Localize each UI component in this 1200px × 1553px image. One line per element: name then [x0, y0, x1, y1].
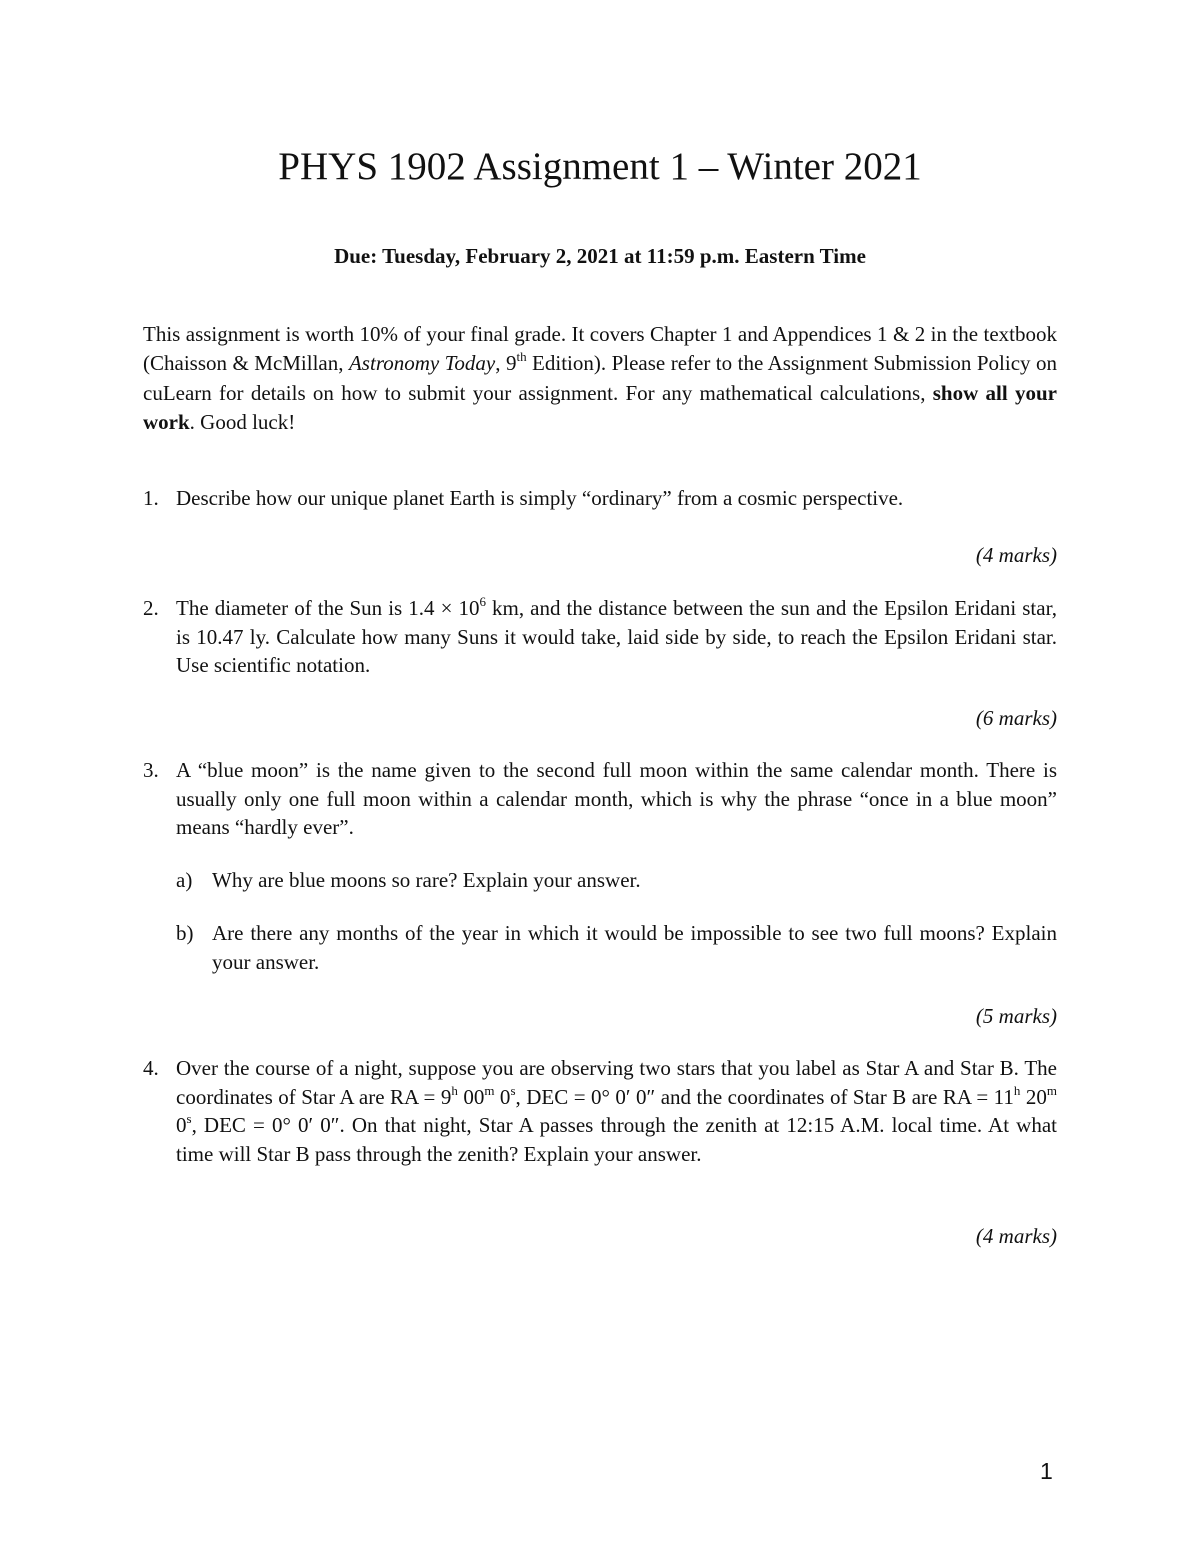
due-date: Due: Tuesday, February 2, 2021 at 11:59 p.m. Eastern Time: [334, 244, 866, 268]
edition-superscript: th: [516, 349, 527, 365]
question-number: 1.: [143, 486, 159, 510]
question-text-part: 00: [457, 1084, 485, 1109]
intro-text-1: This assignment is worth 10% of your final grade. It covers Chapter 1 and Appendices 1 & 2 in the textbook (Chaisson & McMillan,: [143, 322, 1057, 376]
superscript: h: [451, 1082, 458, 1098]
question-text: [176, 594, 1057, 680]
question-text-part: Over the course of a night, suppose you are observing two stars that you label as Star A and Star B. The coordinates of Star A are RA = 9: [176, 1056, 1057, 1109]
intro-text-3: Edition). Please refer to the Assignment Submission Policy on cuLearn for details on how to submit your assignment. For any mathematical calculations,: [143, 351, 1057, 405]
question-4: [143, 1054, 1057, 1168]
part-label: b): [176, 921, 194, 945]
superscript: s: [510, 1082, 516, 1098]
question-text: [176, 1054, 1057, 1168]
question-text-part: , DEC = 0° 0′ 0″ and the coordinates of Star B are RA = 11: [515, 1084, 1014, 1109]
question-3-marks: (5 marks): [975, 1004, 1057, 1028]
page-title: PHYS 1902 Assignment 1 – Winter 2021: [278, 145, 922, 188]
question-1: [143, 484, 1057, 513]
intro-text-4: . Good luck!: [189, 409, 296, 434]
question-text-part: km, and the distance between the sun and the Epsilon Eridani star, is 10.47 ly. Calculate how many Suns it would take, laid side by side, to reach the Epsilon Eridani star. Use scientific notation.: [176, 596, 1057, 677]
question-2-marks: (6 marks): [975, 706, 1057, 730]
superscript: h: [1013, 1082, 1021, 1098]
intro-emphasis: show all your work: [143, 380, 1057, 434]
page-number: 1: [1040, 1458, 1053, 1484]
question-number: 2.: [143, 596, 159, 620]
part-text: Are there any months of the year in which it would be impossible to see two full moons? Explain your answer.: [212, 921, 1057, 974]
question-text-part: 0: [176, 1113, 187, 1137]
question-2: [143, 594, 1057, 680]
question-text-part: 20: [1020, 1084, 1047, 1109]
question-number: 3.: [143, 758, 159, 782]
question-text: Describe how our unique planet Earth is simply “ordinary” from a cosmic perspective.: [176, 486, 904, 510]
question-4-marks: (4 marks): [975, 1224, 1057, 1248]
superscript: m: [1046, 1082, 1057, 1098]
question-text-part: 0: [494, 1084, 511, 1109]
question-3: [143, 756, 1057, 842]
intro-paragraph: [143, 320, 1057, 437]
intro-text-2: , 9: [495, 351, 517, 376]
textbook-title: Astronomy Today: [348, 351, 496, 376]
question-3-part-a: [176, 866, 1057, 895]
question-text: A “blue moon” is the name given to the second full moon within the same calendar month. There is usually only one full moon within a calendar month, which is why the phrase “once in a blue moon” means “hardly ever”.: [176, 758, 1057, 839]
question-text-part: The diameter of the Sun is 1.4 × 10: [176, 596, 480, 620]
part-text: Why are blue moons so rare? Explain your answer.: [212, 868, 641, 892]
question-text-part: , DEC = 0° 0′ 0″. On that night, Star A passes through the zenith at 12:15 A.M. local time. At what time will Star B pass through the zenith? Explain your answer.: [176, 1113, 1057, 1166]
question-1-marks: (4 marks): [975, 543, 1057, 567]
question-3-part-b: [176, 919, 1057, 976]
exponent: 6: [479, 594, 486, 609]
part-label: a): [176, 868, 193, 892]
question-number: 4.: [143, 1056, 159, 1080]
superscript: m: [484, 1082, 495, 1098]
superscript: s: [186, 1111, 192, 1126]
